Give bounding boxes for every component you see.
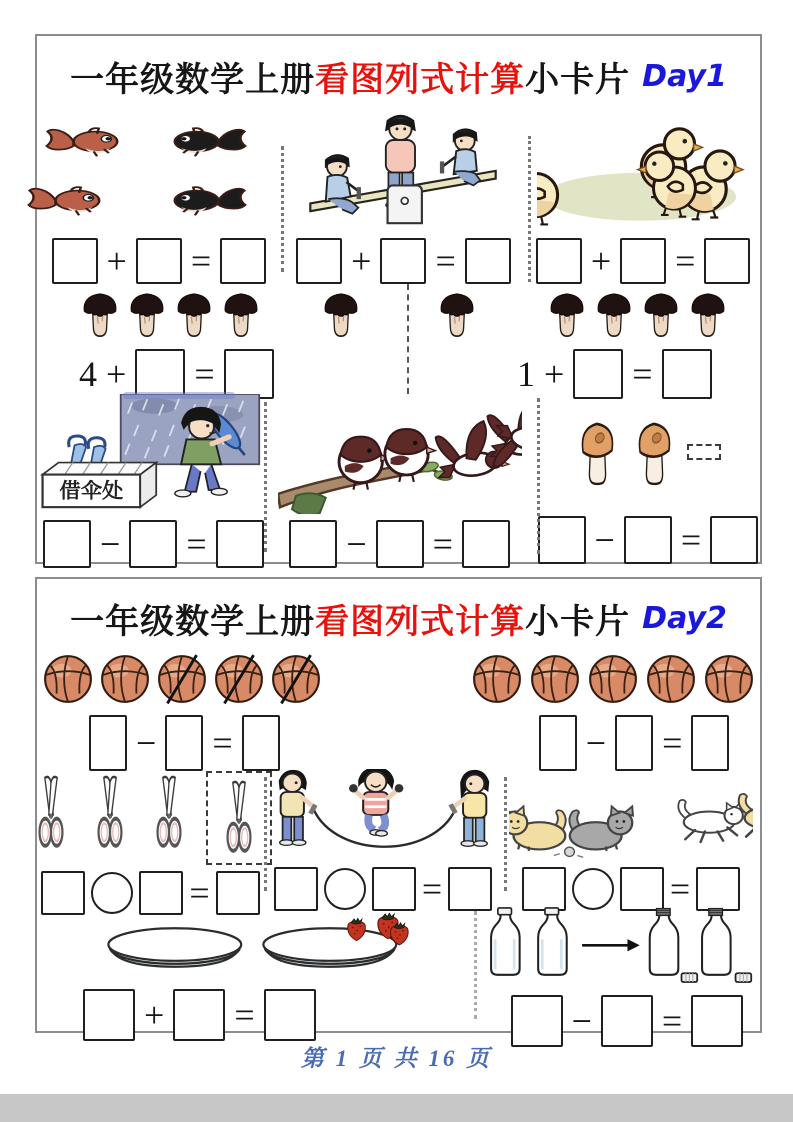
cats-scene — [509, 769, 753, 861]
answer-box[interactable] — [83, 989, 135, 1041]
cell-chicks — [526, 108, 760, 284]
equation-symbol: = — [662, 723, 683, 763]
basketballs-picture — [435, 653, 755, 705]
red-goldfish-group — [45, 114, 129, 228]
chicks-picture — [537, 108, 749, 232]
answer-box[interactable] — [43, 520, 91, 568]
scissors-icon — [147, 773, 191, 853]
cell-strawberries — [37, 905, 475, 1035]
scissors-icon — [29, 773, 73, 853]
title-highlight: 看图列式计算 — [315, 601, 526, 642]
title-highlight: 看图列式计算 — [315, 59, 526, 100]
jump-rope-picture — [269, 769, 497, 861]
mushroom-dark-icon — [545, 286, 589, 343]
mushroom-group — [575, 413, 677, 491]
strawberry-plate — [263, 913, 408, 967]
title-suffix: 小卡片 — [525, 59, 631, 100]
cell-seesaw — [281, 108, 527, 284]
answer-box[interactable] — [465, 238, 511, 284]
equation-basketballs-left — [37, 715, 435, 771]
equation-goldfish — [37, 238, 281, 284]
cell-umbrella — [37, 394, 264, 564]
dashed-selection-box — [687, 444, 721, 460]
toy-ball — [565, 847, 575, 856]
answer-box[interactable] — [536, 238, 582, 284]
fish-icon — [163, 173, 247, 228]
answer-box[interactable] — [289, 520, 337, 568]
equation-mushrooms-right — [405, 349, 760, 399]
answer-box[interactable] — [462, 520, 510, 568]
empty-milk-bottle — [650, 909, 679, 975]
equation-symbol: + — [106, 354, 127, 394]
day1-row-3 — [37, 394, 760, 564]
column-divider — [281, 146, 284, 272]
equation-symbol: = — [675, 241, 696, 281]
title-prefix: 一年级数学上册 — [70, 59, 316, 100]
answer-box[interactable] — [173, 989, 225, 1041]
cell-birds — [264, 394, 536, 564]
mushroom-single — [319, 286, 363, 343]
equation-symbol: − — [571, 1001, 592, 1041]
empty-plate — [108, 928, 241, 966]
day1-row-1 — [37, 108, 760, 284]
mushroom-group — [545, 286, 730, 343]
mushroom-dark-icon — [125, 286, 169, 343]
equation-symbol: = — [680, 520, 702, 560]
cell-basketballs-left — [37, 649, 435, 769]
seesaw-scene — [300, 110, 506, 230]
card-title-day1 — [37, 44, 760, 108]
jump-rope-scene — [269, 769, 497, 861]
equation-mushrooms-subtract — [536, 516, 760, 564]
equation-symbol: = — [212, 723, 233, 763]
basketball-crossed-icon — [213, 653, 265, 705]
plates-picture — [101, 909, 411, 983]
answer-box[interactable] — [242, 715, 280, 771]
mushroom-dark-icon — [592, 286, 636, 343]
equation-symbol: = — [190, 241, 212, 281]
answer-box[interactable] — [52, 238, 98, 284]
mushrooms-picture — [575, 394, 721, 510]
answer-box[interactable] — [662, 349, 712, 399]
equation-symbol: + — [106, 241, 127, 281]
equation-symbol: − — [100, 524, 121, 564]
equation-birds — [264, 520, 536, 568]
day2-row-3 — [37, 905, 760, 1041]
umbrella-stand-sign: 借伞处 — [59, 480, 124, 503]
moss — [292, 493, 326, 514]
rope-turner-left — [279, 770, 318, 845]
equation-symbol: = — [234, 995, 255, 1035]
umbrella-picture — [39, 394, 261, 514]
seated-child-right — [440, 128, 480, 185]
dashed-selection-box — [206, 771, 272, 865]
answer-box[interactable] — [89, 715, 127, 771]
mushroom-tan-icon — [575, 413, 620, 491]
operator-circle[interactable] — [324, 868, 366, 910]
basketball-icon — [529, 653, 581, 705]
day-label: Day1 — [642, 58, 727, 94]
column-divider — [528, 136, 531, 282]
answer-box[interactable] — [538, 516, 586, 564]
column-divider — [504, 777, 507, 891]
basketball-icon — [703, 653, 755, 705]
cell-cats — [502, 769, 760, 909]
answer-box[interactable] — [573, 349, 623, 399]
answer-box[interactable] — [136, 238, 182, 284]
card-title-day2 — [37, 587, 760, 649]
milk-bottles-scene — [481, 905, 753, 989]
day-label: Day2 — [642, 600, 727, 636]
scissors-picture — [29, 771, 272, 865]
answer-box[interactable] — [624, 516, 672, 564]
black-goldfish-group — [163, 114, 273, 228]
equation-strawberries — [37, 989, 475, 1041]
page-number-text: 第 1 页 共 16 页 — [300, 1046, 493, 1071]
title-text — [70, 594, 630, 643]
scissors-icon — [88, 773, 132, 853]
birds-picture — [278, 394, 522, 514]
equation-symbol: − — [346, 524, 367, 564]
mushroom-dark-icon — [639, 286, 683, 343]
equation-symbol: + — [351, 241, 372, 281]
fish-icon — [45, 114, 129, 169]
basketball-crossed-icon — [156, 653, 208, 705]
equation-symbol: = — [186, 524, 207, 564]
bottom-band — [0, 1094, 793, 1122]
scissors-group — [29, 773, 191, 867]
equation-umbrella — [37, 520, 264, 568]
equation-symbol: = — [189, 873, 210, 913]
cell-scissors — [37, 769, 264, 913]
equation-symbol: − — [585, 723, 607, 763]
rope-turner-right — [448, 770, 489, 846]
operator-circle[interactable] — [572, 868, 614, 910]
crossed-basketball-group — [156, 653, 322, 705]
cell-goldfish — [37, 108, 281, 284]
equation-symbol: = — [194, 354, 215, 394]
mushroom-tan-icon — [632, 413, 677, 491]
equation-chicks — [526, 238, 760, 284]
mushrooms-picture — [78, 286, 363, 343]
answer-box[interactable] — [264, 989, 316, 1041]
basketballs-picture — [37, 653, 322, 705]
column-divider — [264, 402, 267, 552]
card-day2 — [35, 577, 762, 1041]
card-day1 — [35, 34, 762, 564]
equation-symbol: = — [661, 1001, 683, 1041]
mushroom-dark-icon — [78, 286, 122, 343]
scissors-icon — [217, 778, 261, 858]
equation-basketballs-right — [435, 715, 760, 771]
answer-box[interactable] — [620, 238, 666, 284]
equation-symbol: = — [669, 869, 691, 909]
day2-row-2 — [37, 769, 760, 913]
plates-scene — [101, 909, 411, 983]
mushroom-group — [78, 286, 263, 343]
equation-symbol: + — [590, 241, 612, 281]
mushroom-single — [435, 286, 479, 343]
chicks-scene — [537, 110, 749, 230]
cell-mushrooms-add-left — [37, 284, 405, 394]
cell-jump-rope — [264, 769, 502, 909]
mushroom-dark-icon — [172, 286, 216, 343]
bottles-picture — [481, 905, 753, 989]
answer-box[interactable] — [165, 715, 203, 771]
column-divider — [264, 777, 267, 891]
yellow-cat-icon — [509, 806, 566, 850]
fish-icon — [27, 173, 111, 228]
equation-symbol: − — [594, 520, 615, 560]
answer-box[interactable] — [615, 715, 653, 771]
cats-picture — [509, 769, 753, 861]
full-milk-bottle — [538, 908, 567, 975]
basketball-group — [42, 653, 151, 705]
column-divider-dashed — [407, 284, 409, 394]
equation-symbol: 1 — [516, 354, 535, 394]
mushroom-dark-icon — [435, 286, 479, 343]
basketball-crossed-icon — [270, 653, 322, 705]
mushroom-dark-icon — [319, 286, 363, 343]
basketball-icon — [471, 653, 523, 705]
answer-box[interactable] — [376, 520, 424, 568]
mushroom-dark-icon — [219, 286, 263, 343]
answer-box[interactable] — [380, 238, 426, 284]
goldfish-picture — [45, 110, 273, 232]
equation-symbol: − — [136, 723, 157, 763]
answer-box[interactable] — [296, 238, 342, 284]
equation-symbol: = — [632, 354, 653, 394]
page-footer — [0, 1040, 793, 1073]
mushroom-dark-icon — [686, 286, 730, 343]
mushrooms-picture — [435, 286, 730, 343]
gray-cat-icon — [569, 806, 633, 850]
title-prefix: 一年级数学上册 — [70, 601, 316, 642]
basketball-icon — [99, 653, 151, 705]
highlight-smudge — [123, 392, 235, 399]
column-divider — [474, 911, 477, 1019]
equation-symbol: + — [543, 354, 565, 394]
column-divider — [537, 398, 540, 554]
cell-basketballs-right — [435, 649, 760, 769]
empty-milk-bottle — [702, 909, 731, 975]
bottle-cap-icon — [736, 973, 752, 982]
cell-milk-bottles — [475, 905, 760, 1041]
title-text — [70, 52, 630, 101]
birds-scene — [278, 394, 522, 514]
basketball-icon — [42, 653, 94, 705]
equation-symbol: + — [144, 995, 165, 1035]
answer-box[interactable] — [129, 520, 177, 568]
cell-mushrooms-subtract — [536, 394, 760, 564]
answer-box[interactable] — [216, 520, 264, 568]
arrow-icon — [582, 939, 640, 951]
answer-box[interactable] — [539, 715, 577, 771]
answer-box[interactable] — [710, 516, 758, 564]
equation-symbol: = — [435, 241, 456, 281]
seesaw-picture — [300, 108, 506, 232]
equation-symbol: = — [432, 524, 453, 564]
answer-box[interactable] — [220, 238, 266, 284]
umbrella-scene — [39, 394, 261, 514]
answer-box[interactable] — [691, 715, 729, 771]
equation-seesaw — [281, 238, 527, 284]
full-milk-bottle — [491, 908, 520, 975]
white-cat-icon — [678, 800, 743, 842]
basketball-icon — [587, 653, 639, 705]
cell-mushrooms-add-right — [405, 284, 760, 394]
day2-row-1 — [37, 649, 760, 769]
day1-row-2 — [37, 284, 760, 394]
bottle-cap-icon — [682, 973, 698, 982]
answer-box[interactable] — [704, 238, 750, 284]
jumping-girl — [349, 769, 403, 836]
equation-symbol: 4 — [79, 354, 97, 394]
basketball-icon — [645, 653, 697, 705]
equation-symbol: = — [421, 869, 443, 909]
title-suffix: 小卡片 — [525, 601, 631, 642]
chick-icon — [537, 158, 558, 225]
fish-icon — [163, 114, 247, 169]
